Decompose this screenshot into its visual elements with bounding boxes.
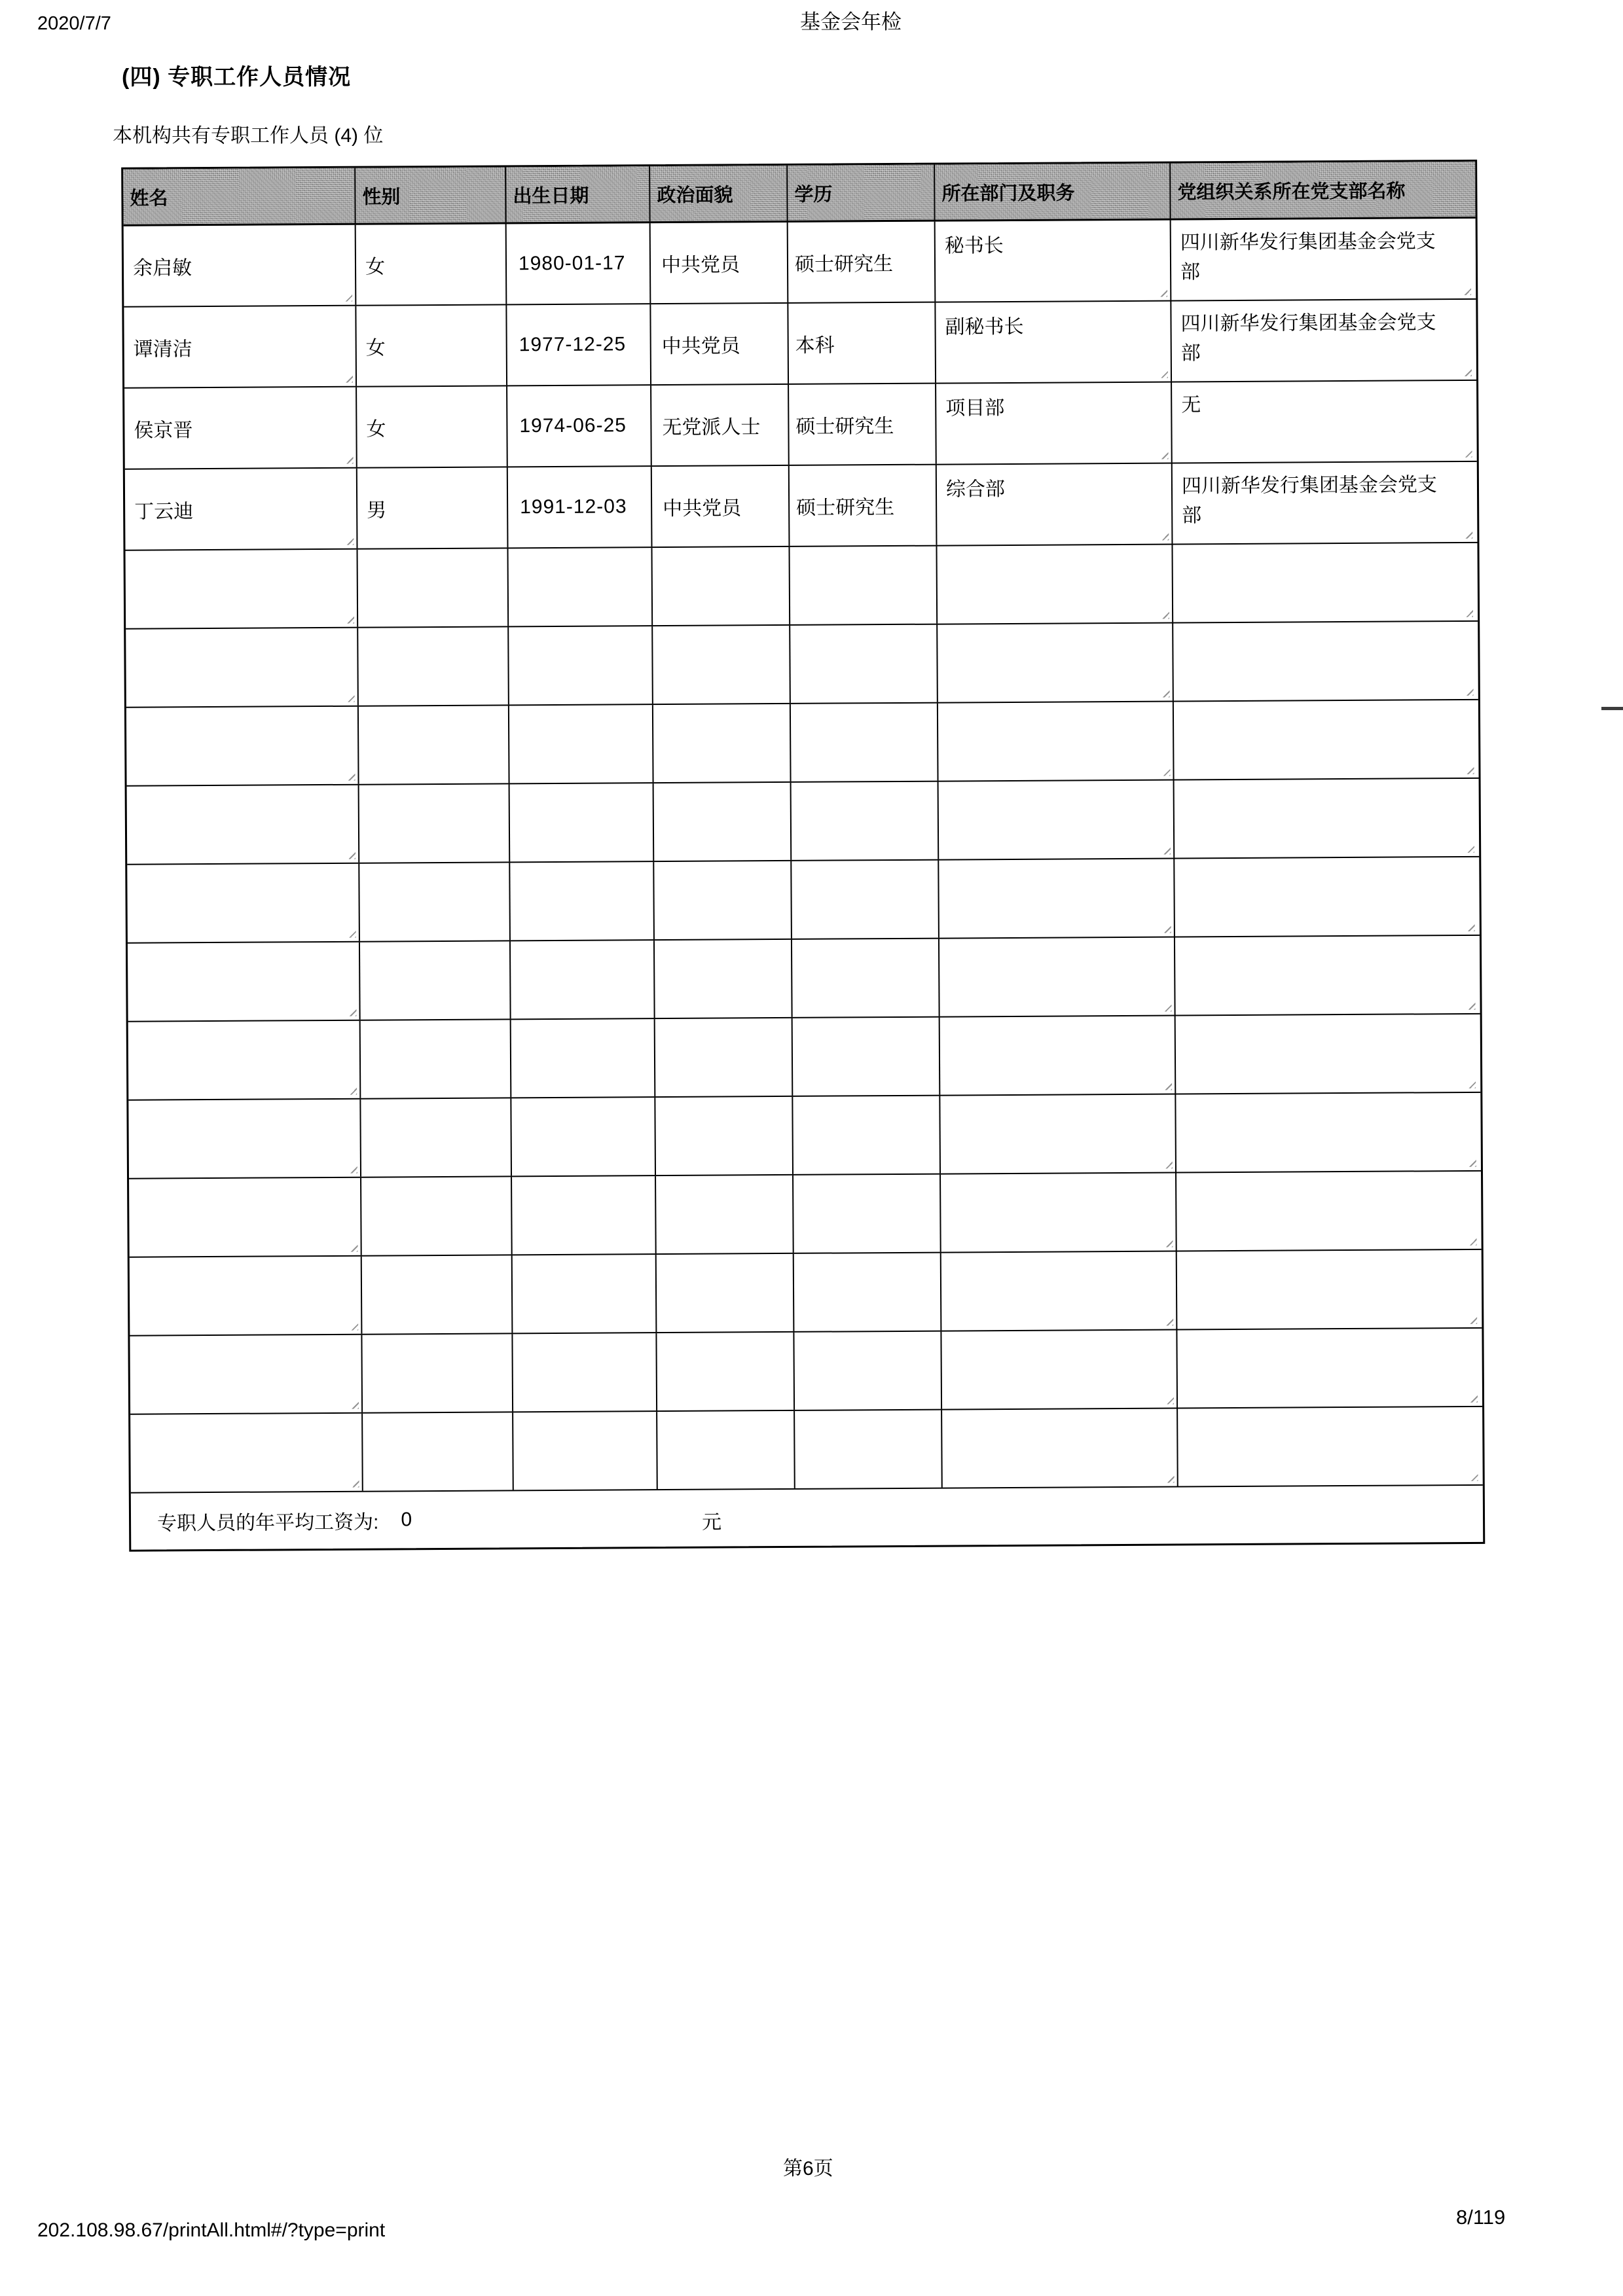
resize-grip-icon [345,694,355,702]
cell-party-branch [1174,700,1477,780]
cell-text: 硕士研究生 [795,415,894,438]
resize-grip-icon [349,1401,359,1409]
cell-text: 1974-06-25 [519,414,627,437]
table-row [128,936,1480,1022]
footer-url: 202.108.98.67/printAll.html#/?type=print [37,2219,386,2241]
cell-birth-date [511,941,655,1018]
cell-department-position [937,464,1173,545]
table-row [126,543,1478,630]
resize-grip-icon [344,456,354,464]
cell-education [792,861,939,939]
document-title: 基金会年检 [800,10,902,33]
cell-party-branch [1173,543,1476,622]
resize-grip-icon [348,1322,358,1331]
cell-department-position [942,1409,1178,1488]
cell-birth-date [511,1019,656,1097]
cell-department-position [940,1095,1176,1174]
cell-political-status [653,704,792,782]
cell-name [128,1100,361,1178]
cell-text: 男 [367,499,387,522]
cell-education [788,222,936,302]
resize-grip-icon [1159,611,1169,619]
cell-birth-date [507,223,651,304]
cell-department-position [936,302,1172,383]
resize-grip-icon [344,615,354,624]
resize-grip-icon [348,1244,358,1252]
table-row [124,381,1477,470]
resize-grip-icon [1165,1475,1175,1483]
cell-party-branch [1171,219,1474,300]
cell-name [130,1335,363,1414]
staff-count-line: 本机构共有专职工作人员 (4) 位 [113,125,384,147]
table-row [125,462,1478,551]
cell-gender [360,941,511,1019]
cell-political-status [654,783,792,861]
header-cell-political-status: 政治面貌 [650,166,788,221]
print-date: 2020/7/7 [37,13,111,34]
cell-gender [359,706,510,783]
header-cell-name: 姓名 [123,168,356,224]
resize-grip-icon [1467,1237,1477,1246]
resize-grip-icon [348,1165,357,1174]
table-body [124,219,1483,1494]
cell-department-position [936,221,1172,302]
table-row [130,1250,1482,1336]
cell-education [790,547,938,624]
cell-text: 1977-12-25 [519,333,627,356]
cell-gender [363,1412,514,1490]
cell-political-status [651,304,789,384]
resize-grip-icon [1466,1001,1476,1010]
resize-grip-icon [1463,449,1472,457]
cell-party-branch [1176,1172,1480,1251]
cell-political-status [653,547,791,625]
cell-text: 谭清洁 [133,338,192,361]
cell-birth-date [512,1176,657,1254]
cell-birth-date [513,1333,657,1411]
cell-department-position [939,938,1176,1016]
cell-text: 中共党员 [663,497,742,520]
cell-political-status [655,1097,793,1175]
cell-education [791,704,939,781]
resize-grip-icon [1158,289,1167,297]
cell-party-branch [1177,1250,1480,1329]
resize-grip-icon [1159,451,1169,459]
resize-grip-icon [1464,687,1474,696]
resize-grip-icon [1158,370,1168,378]
cell-name [124,387,357,469]
cell-text: 无党派人士 [662,416,761,439]
cell-text: 项目部 [945,397,1005,420]
cell-gender [357,386,508,467]
salary-row [131,1486,1483,1550]
cell-gender [361,1177,513,1255]
cell-name [128,1021,361,1100]
cell-name [130,1414,363,1492]
table-row [124,219,1476,308]
cell-name [126,628,359,707]
cell-gender [362,1255,513,1333]
cell-education [793,1175,941,1253]
resize-grip-icon [347,1086,357,1095]
cell-department-position [937,545,1173,624]
resize-grip-icon [1162,1003,1172,1012]
header-cell-department-position: 所在部门及职务 [935,164,1171,220]
cell-text: 秘书长 [944,235,1004,257]
cell-gender [359,863,511,941]
cell-birth-date [511,1098,656,1175]
cell-gender [357,467,509,548]
resize-grip-icon [343,374,353,383]
cell-gender [361,1020,512,1098]
table-row [127,779,1480,865]
salary-unit: 元 [701,1511,722,1534]
cell-text: 余启敏 [132,257,192,279]
resize-grip-icon [1161,925,1171,933]
cell-department-position [941,1174,1177,1252]
cell-birth-date [507,386,652,466]
table-row [128,1093,1481,1179]
header-cell-education: 学历 [788,165,935,221]
cell-education [794,1253,942,1331]
footer-page-number: 8/119 [1456,2206,1506,2229]
cell-department-position [938,624,1174,702]
cell-gender [361,1098,512,1176]
cell-name [129,1178,362,1257]
salary-label: 专职人员的年平均工资为: [156,1511,379,1535]
cell-birth-date [509,548,653,626]
cell-text: 中共党员 [661,335,740,358]
cell-education [792,939,940,1017]
cell-party-branch [1178,1407,1481,1486]
cell-name [127,864,360,942]
cell-birth-date [509,705,654,783]
cell-name [126,707,359,785]
resize-grip-icon [342,293,352,302]
cell-text: 副秘书长 [945,315,1024,338]
cell-text: 无 [1181,394,1201,416]
cell-education [793,1096,941,1174]
staff-table [121,160,1485,1552]
cell-department-position [939,781,1175,859]
cell-department-position [941,1252,1178,1331]
resize-grip-icon [344,537,354,545]
resize-grip-icon [1467,1316,1477,1324]
table-row [126,622,1478,708]
cell-text: 女 [365,256,386,278]
scan-margin-dash [1601,707,1623,710]
table-row [124,300,1476,389]
cell-gender [358,627,509,705]
cell-gender [356,224,507,304]
resize-grip-icon [1163,1239,1173,1247]
cell-party-branch [1172,381,1475,463]
resize-grip-icon [1462,368,1472,376]
cell-political-status [657,1254,795,1332]
resize-grip-icon [1159,532,1169,541]
cell-birth-date [507,304,651,385]
cell-birth-date [513,1255,657,1333]
resize-grip-icon [346,851,356,859]
resize-grip-icon [345,772,355,781]
cell-name [124,306,357,387]
cell-gender [362,1334,513,1412]
cell-party-branch [1171,300,1474,382]
cell-education [794,1332,942,1410]
cell-party-branch [1173,622,1476,701]
resize-grip-icon [346,929,356,938]
cell-text: 1991-12-03 [520,495,627,518]
header-cell-birth-date: 出生日期 [506,166,650,222]
resize-grip-icon [1163,1160,1173,1169]
cell-birth-date [510,862,655,940]
cell-text: 硕士研究生 [794,253,894,276]
cell-name [128,942,361,1021]
cell-text: 丁云迪 [134,501,194,523]
cell-party-branch [1177,1329,1480,1408]
resize-grip-icon [1468,1473,1478,1481]
cell-political-status [657,1333,795,1410]
cell-political-status [651,385,790,465]
resize-grip-icon [1465,923,1475,931]
table-row [126,700,1479,787]
cell-text: 四川新华发行集团基金会党支部 [1180,230,1436,283]
salary-value: 0 [401,1509,412,1531]
resize-grip-icon [1464,766,1474,774]
cell-education [788,303,936,384]
resize-grip-icon [1160,689,1170,698]
cell-gender [356,305,507,386]
cell-department-position [940,1016,1176,1095]
resize-grip-icon [1160,768,1170,776]
table-row [130,1407,1483,1494]
cell-text: 四川新华发行集团基金会党支部 [1181,474,1438,527]
table-row [129,1172,1482,1258]
resize-grip-icon [1466,1080,1476,1088]
header-cell-gender: 性别 [356,167,506,223]
page-label: 第6页 [783,2158,833,2179]
cell-name [125,469,358,550]
cell-department-position [939,859,1175,938]
resize-grip-icon [1161,846,1171,855]
resize-grip-icon [1463,530,1472,539]
cell-text: 女 [366,418,386,440]
cell-birth-date [513,1412,658,1490]
cell-education [790,465,938,546]
cell-party-branch [1175,857,1478,937]
cell-education [795,1410,943,1488]
cell-political-status [655,940,793,1018]
cell-department-position [941,1331,1178,1409]
cell-text: 侯京晋 [134,420,193,442]
resize-grip-icon [350,1479,359,1488]
cell-political-status [652,466,790,547]
table-row [130,1329,1482,1415]
resize-grip-icon [347,1008,357,1016]
header-cell-party-branch: 党组织关系所在党支部名称 [1177,180,1406,203]
cell-text: 综合部 [945,478,1006,501]
cell-education [792,782,939,860]
table-row [128,1014,1481,1101]
cell-party-branch [1176,1093,1479,1172]
cell-text: 中共党员 [661,254,740,277]
cell-political-status [651,223,789,303]
cell-gender [358,548,509,626]
resize-grip-icon [1162,1082,1172,1090]
resize-grip-icon [1468,1394,1478,1403]
resize-grip-icon [1163,1318,1173,1326]
cell-party-branch [1175,779,1478,858]
cell-name [124,225,357,306]
table-row [127,857,1480,944]
cell-gender [359,784,511,862]
cell-political-status [655,1018,793,1096]
cell-text: 1980-01-17 [518,252,626,275]
cell-political-status [657,1411,795,1489]
cell-text: 本科 [795,334,835,357]
cell-party-branch [1173,462,1476,544]
table-header-row [123,162,1475,226]
resize-grip-icon [1461,287,1471,295]
cell-education [793,1018,941,1096]
cell-education [790,625,938,703]
resize-grip-icon [1164,1396,1174,1405]
cell-political-status [654,861,792,939]
cell-name [130,1257,363,1335]
resize-grip-icon [1465,844,1474,853]
cell-party-branch [1176,1014,1479,1094]
cell-political-status [653,626,791,704]
section-title: (四) 专职工作人员情况 [122,65,352,90]
cell-birth-date [510,783,655,861]
cell-text: 女 [365,337,386,359]
cell-name [127,785,360,864]
resize-grip-icon [1463,609,1473,617]
cell-birth-date [508,467,653,547]
cell-political-status [656,1175,794,1253]
cell-birth-date [509,626,653,704]
cell-party-branch [1175,936,1478,1015]
cell-department-position [938,702,1175,781]
cell-text: 硕士研究生 [796,496,895,519]
cell-department-position [936,383,1173,464]
resize-grip-icon [1467,1158,1476,1167]
cell-text: 四川新华发行集团基金会党支部 [1180,312,1436,365]
cell-name [126,550,359,628]
cell-education [789,384,937,465]
